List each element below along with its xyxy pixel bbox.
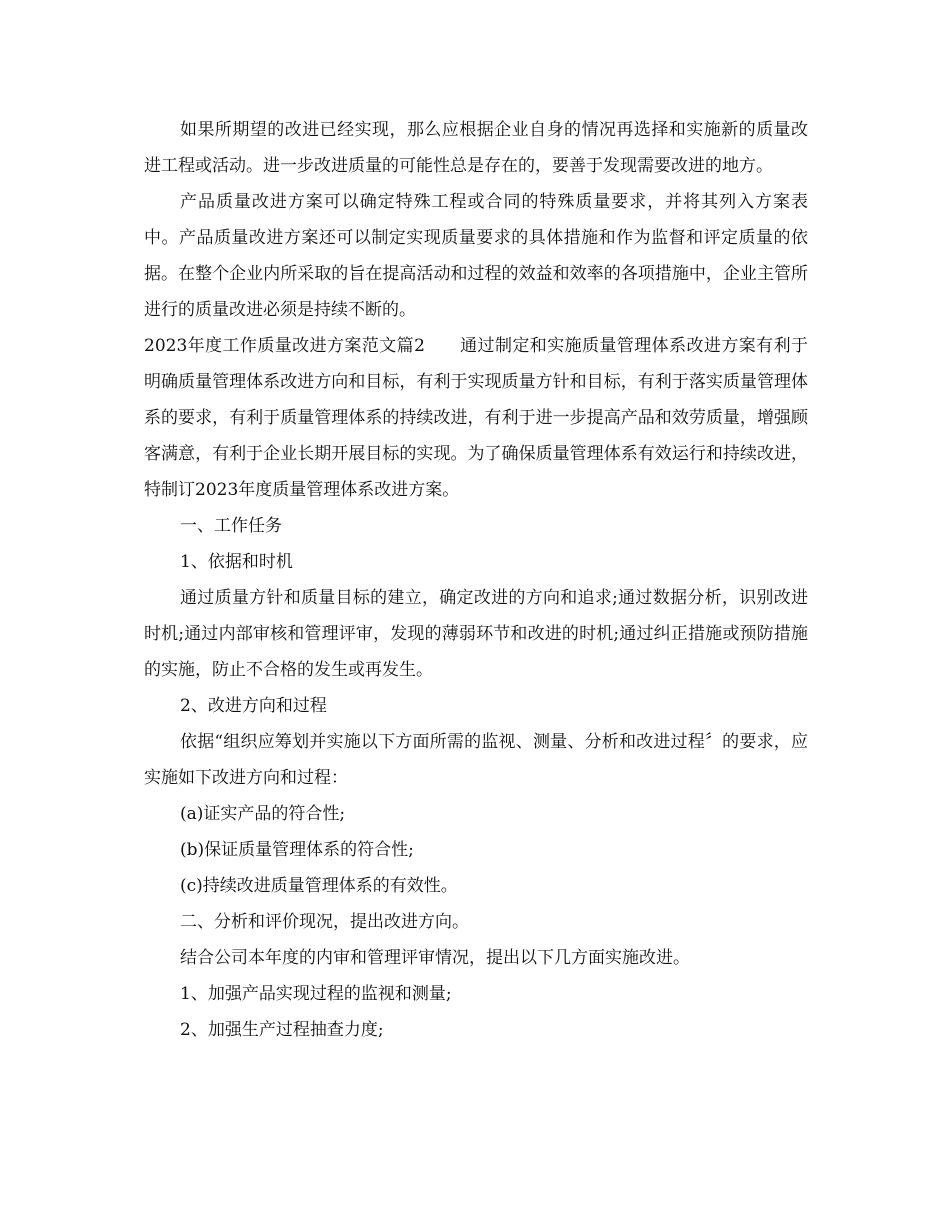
- document-body: [144, 112, 808, 1048]
- list-item: (b)保证质量管理体系的符合性;: [180, 840, 414, 860]
- paragraph: 产品质量改进方案可以确定特殊工程或合同的特殊质量要求，并将其列入方案表中。产品质量改进方案还可以制定实现质量要求的具体措施和作为监督和评定质量的依据。在整个企业内所采取的旨在提高活动和过程的效益和效率的各项措施中，企业主管所进行的质量改进必须是持续不断的。: [144, 192, 808, 320]
- list-item: (c)持续改进质量管理体系的有效性。: [180, 876, 458, 896]
- list-item: 1、加强产品实现过程的监视和测量;: [180, 984, 452, 1004]
- paragraph: 结合公司本年度的内审和管理评审情况，提出以下几方面实施改进。: [180, 948, 690, 968]
- heading-analysis: 二、分析和评价现况，提出改进方向。: [180, 912, 469, 932]
- section-title-paragraph: 2023年度工作质量改进方案范文篇2 通过制定和实施质量管理体系改进方案有利于明确质量管理体系改进方向和目标，有利于实现质量方针和目标，有利于落实质量管理体系的要求，有利于质量管理体系的持续改进，有利于进一步提高产品和效劳质量，增强顾客满意，有利于企业长期开展目标的实现。为了确保质量管理体系有效运行和持续改进，特制订2023年度质量管理体系改进方案。: [144, 336, 808, 500]
- subheading-basis: 1、依据和时机: [180, 552, 293, 572]
- list-item: (a)证实产品的符合性;: [180, 804, 346, 824]
- heading-work-tasks: 一、工作任务: [180, 516, 282, 536]
- paragraph: 如果所期望的改进已经实现，那么应根据企业自身的情况再选择和实施新的质量改进工程或活动。进一步改进质量的可能性总是存在的，要善于发现需要改进的地方。: [144, 120, 808, 176]
- paragraph: 依据“组织应筹划并实施以下方面所需的监视、测量、分析和改进过程〞的要求，应实施如下改进方向和过程：: [144, 732, 808, 788]
- subheading-direction: 2、改进方向和过程: [180, 696, 327, 716]
- list-item: 2、加强生产过程抽查力度;: [180, 1020, 384, 1040]
- paragraph: 通过质量方针和质量目标的建立，确定改进的方向和追求;通过数据分析，识别改进时机;通过内部审核和管理评审，发现的薄弱环节和改进的时机;通过纠正措施或预防措施的实施，防止不合格的发生或再发生。: [144, 588, 808, 680]
